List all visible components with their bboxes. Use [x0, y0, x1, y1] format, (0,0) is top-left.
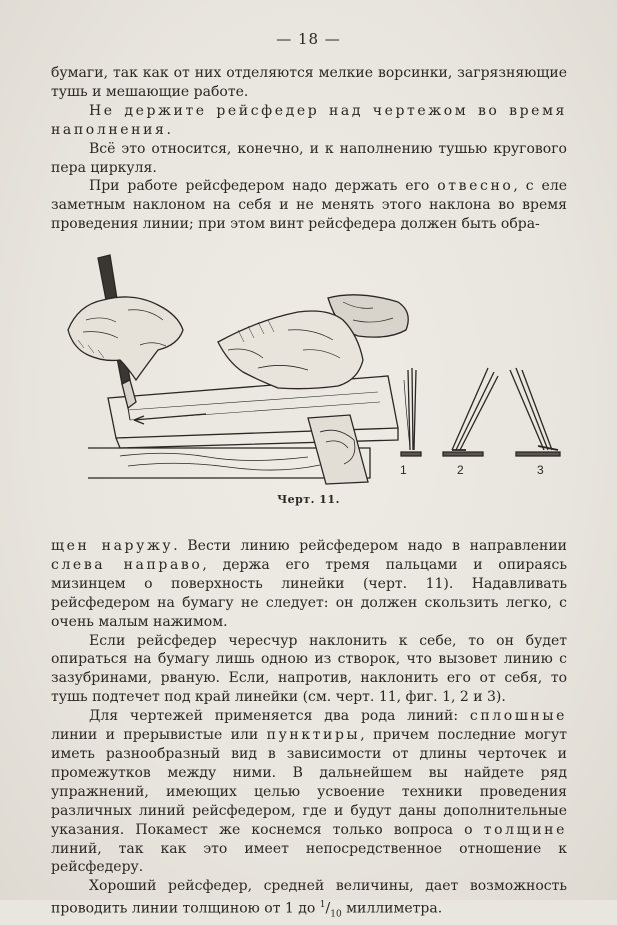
text-run: . Вести линию рейсфедером надо в направлении: [173, 538, 568, 554]
emphasis-text: отвесно: [437, 178, 514, 195]
text-run: линий, так как это имеет непосредственное отношение к рейсфедеру.: [51, 840, 567, 876]
text-run: Для чертежей применяется два рода линий:: [89, 708, 470, 725]
fraction-numerator: 1: [319, 900, 326, 911]
text-run: , с еле заметным наклоном на себя и не менять этого наклона во время проведения линии; при этом винт рейсфедера должен быть обра-: [51, 178, 568, 233]
emphasis-text: сплошные: [469, 708, 567, 725]
figure-3-pen-tilted-away: [510, 368, 560, 456]
text-run: линии и прерывистые или: [51, 727, 267, 744]
paragraph-warning: Не держите рейсфедер над чертежом во время наполнения.: [51, 102, 567, 138]
emphasis-text: пунктиры: [266, 727, 361, 744]
text-run: Хороший рейсфедер, средней величины, дает возможность проводить линии толщиною от 1 до: [51, 878, 567, 917]
figure-11-illustration: [58, 250, 578, 488]
paragraph: Хороший рейсфедер, средней величины, дает возможность проводить линии толщиною от 1 до $^1/_{10}$ миллиметра.: [51, 878, 567, 920]
paragraph: [51, 707, 567, 877]
paragraph: [51, 177, 567, 234]
figure-2-pen-tilted: [443, 368, 498, 456]
paragraph: Если рейсфедер чересчур наклонить к себе, то он будет опираться на бумагу лишь одною из створок, что вызовет линию с зазубринами, рваную. Если, напротив, наклонить его от себя, то тушь подтечет под край линейки (см. черт. 11, фиг. 1, 2 и 3).: [51, 632, 567, 706]
figure-1-pen-upright: [401, 368, 421, 456]
text-run: , держа его тремя пальцами и опираясь мизинцем о поверхность линейки (черт. 11). Надавливать рейсфедером на бумагу не следует: он должен скользить легко, с очень малым нажимом.: [51, 556, 567, 630]
text-run: При работе рейсфедером надо держать его: [89, 178, 438, 195]
page-number: — 18 —: [276, 30, 341, 48]
top-text-block: [51, 64, 567, 234]
fraction-denominator: 10: [330, 909, 342, 920]
paragraph: [51, 537, 567, 632]
text-run: , причем последние могут иметь разнообразный вид в зависимости от длины черточек и промежутков между ними. В дальнейшем вы найдете ряд упражнений, имеющих целью усвоение техники проведения различных линий рейсфедером, где и будут даны дополнительные указания. Покамест же коснемся только вопроса о: [51, 727, 567, 838]
figure-label-2: 2: [457, 463, 464, 477]
figure-label-3: 3: [537, 463, 544, 477]
bottom-text-block: [51, 537, 567, 925]
figure-caption: Черт. 11.: [277, 493, 340, 506]
paragraph: бумаги, так как от них отделяются мелкие ворсинки, загрязняющие тушь и мешающие работе.: [51, 65, 567, 100]
emphasis-text: слева направо: [51, 556, 203, 573]
figure-label-1: 1: [400, 463, 407, 477]
drawing-pen-illustration: [58, 250, 578, 488]
emphasis-text: толщине: [483, 821, 567, 838]
emphasis-text: щен наружу: [51, 538, 174, 554]
text-run: миллиметра.: [341, 900, 443, 917]
paragraph: Всё это относится, конечно, и к наполнению тушью кругового пера циркуля.: [51, 140, 567, 176]
